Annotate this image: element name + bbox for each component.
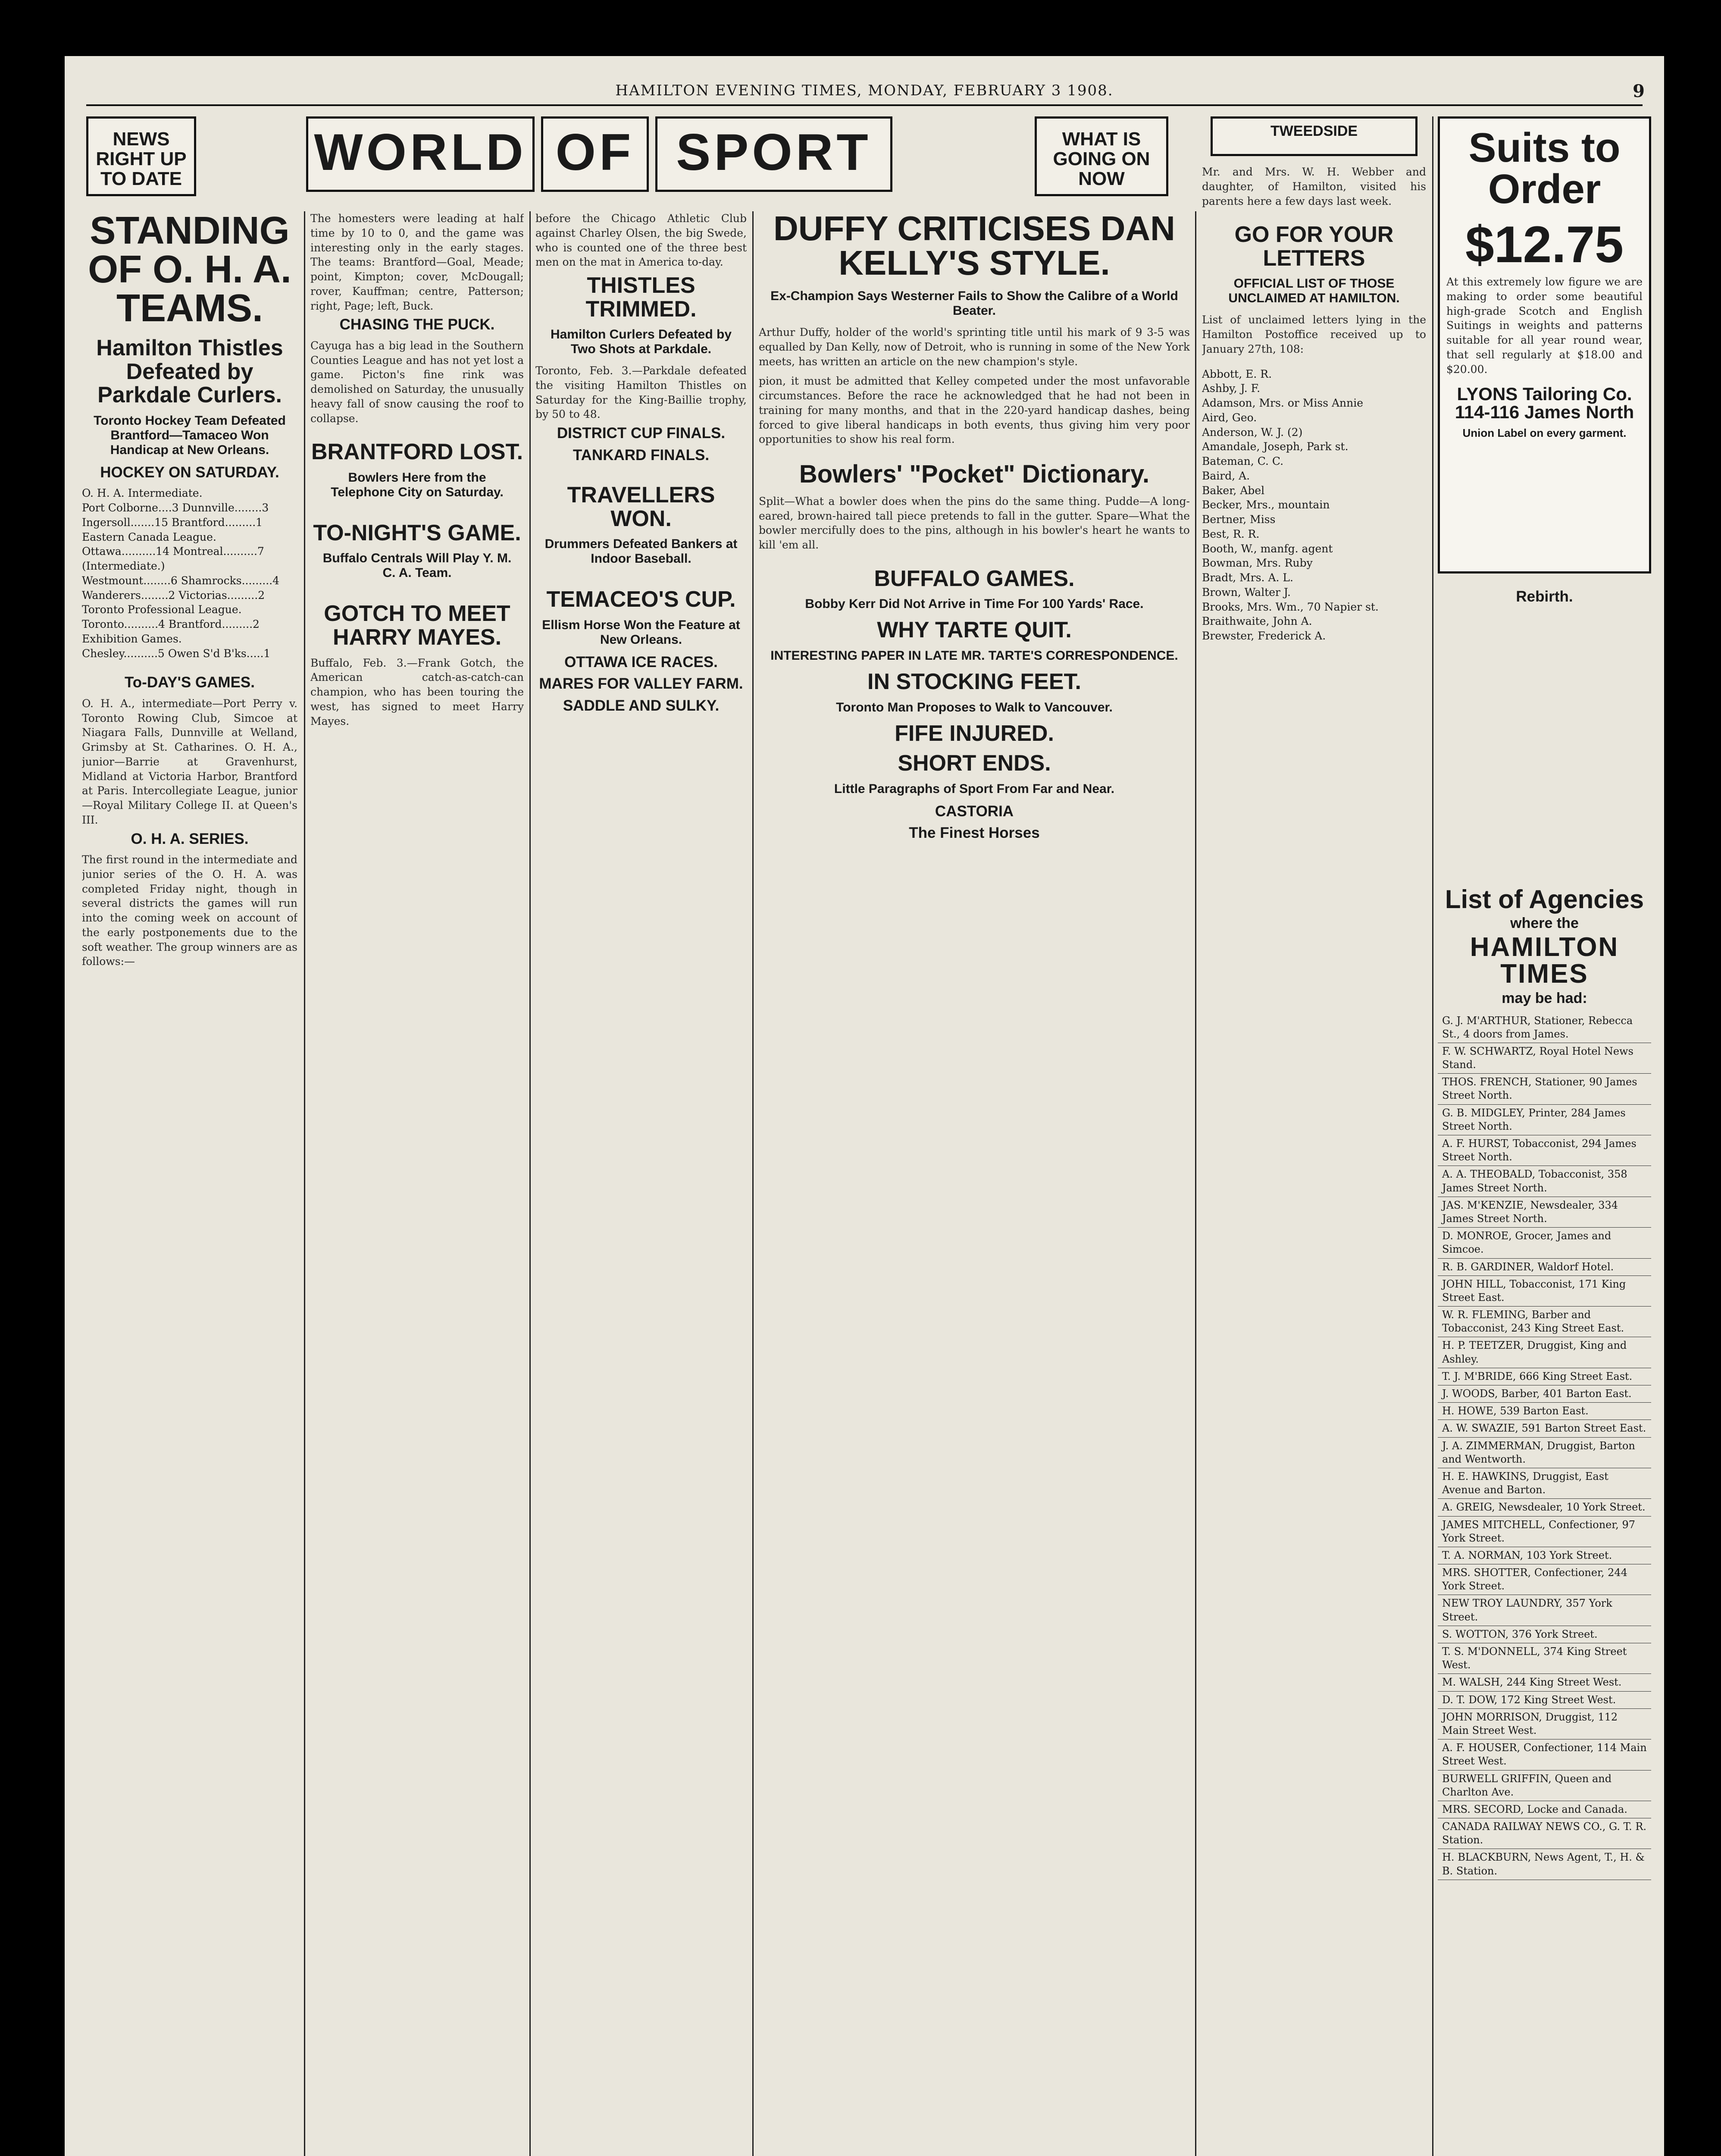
agency-item: T. A. NORMAN, 103 York Street.: [1438, 1547, 1651, 1564]
column-divider: [304, 211, 305, 2156]
agency-item: JAMES MITCHELL, Confectioner, 97 York Street.: [1438, 1517, 1651, 1547]
lyons-tailoring-ad: [1438, 116, 1651, 573]
letters-headline: GO FOR YOUR LETTERS: [1234, 222, 1394, 271]
union-label: Union Label on every garment.: [1462, 426, 1627, 440]
thistles-defeated-subhead: Hamilton Thistles Defeated by Parkdale Curlers.: [96, 335, 283, 408]
agency-item: S. WOTTON, 376 York Street.: [1438, 1626, 1651, 1643]
why-tarte-quit-headline: WHY TARTE QUIT.: [877, 617, 1072, 643]
agency-item: D. MONROE, Grocer, James and Simcoe.: [1438, 1228, 1651, 1258]
bowlers-dictionary-text: Split—What a bowler does when the pins do the same thing. Pudde—A long-eared, brown-haired tall piece pretends to fall in the gutter. Spare—What the bowler mercifully does to the pins, although in his bowler's heart he wants to kill 'em all.: [759, 495, 1190, 552]
agency-where: where the: [1510, 915, 1579, 931]
masthead-word-sport: SPORT: [655, 116, 892, 192]
agency-item: A. A. THEOBALD, Tobacconist, 358 James Street North.: [1438, 1166, 1651, 1197]
travellers-won-deck: Drummers Defeated Bankers at Indoor Baseball.: [544, 537, 738, 566]
oha-series-heading: O. H. A. SERIES.: [131, 830, 249, 847]
folio-line: HAMILTON EVENING TIMES, MONDAY, FEBRUARY 3 1908.: [615, 82, 1114, 99]
duffy-deck: Ex-Champion Says Westerner Fails to Show the Calibre of a World Beater.: [770, 289, 1178, 318]
buffalo-games-headline: BUFFALO GAMES.: [874, 566, 1075, 591]
tweedside-text: Mr. and Mrs. W. H. Webber and daughter, of Hamilton, visited his parents here a few days last week.: [1202, 166, 1426, 207]
stocking-feet-headline: IN STOCKING FEET.: [867, 669, 1081, 695]
kelley-text: pion, it must be admitted that Kelley competed under the most unfavorable circumstances. Before the race he acknowledged that he had not been in training for many months, and that in the 220-yard handicap dashes, being forced to give liberal handicaps in both events, thus giving him very poor opportunities to show his real form.: [759, 375, 1190, 446]
news-up-to-date-box: NEWS RIGHT UP TO DATE: [86, 116, 196, 196]
temaceo-deck: Ellism Horse Won the Feature at New Orleans.: [542, 617, 740, 647]
agency-may-be-had: may be had:: [1502, 990, 1587, 1006]
castoria-ad: CASTORIA: [935, 802, 1014, 820]
agency-item: H. P. TEETZER, Druggist, King and Ashley.: [1438, 1337, 1651, 1368]
agency-item: J. A. ZIMMERMAN, Druggist, Barton and Wentworth.: [1438, 1438, 1651, 1468]
bowlers-dictionary-headline: Bowlers' "Pocket" Dictionary.: [799, 460, 1150, 488]
agency-item: A. W. SWAZIE, 591 Barton Street East.: [1438, 1420, 1651, 1437]
what-is-going-on-box: WHAT IS GOING ON NOW: [1035, 116, 1168, 196]
suit-ad-text: At this extremely low figure we are making to order some beautiful high-grade Scotch and English Suitings in weights and patterns suitable for all year round wear, that sell regularly at $18.00 and $20.00.: [1446, 276, 1643, 376]
agency-item: R. B. GARDINER, Waldorf Hotel.: [1438, 1259, 1651, 1276]
agency-list: [1438, 1012, 1651, 1880]
newspaper-page: [65, 56, 1664, 2156]
todays-games-text: O. H. A., intermediate—Port Perry v. Toronto Rowing Club, Simcoe at Niagara Falls, Dunnville at Welland, Grimsby at St. Catharines. O. H. A., junior—Barrie at Gravenhurst, Midland at Victoria Harbor, Brantford at Paris. Intercollegiate League, junior—Royal Military College II. at Queen's III.: [82, 697, 297, 826]
agency-paper-name: HAMILTON TIMES: [1470, 932, 1619, 989]
agency-item: THOS. FRENCH, Stationer, 90 James Street North.: [1438, 1074, 1651, 1104]
thistles-trimmed-headline: THISTLES TRIMMED.: [585, 273, 697, 322]
agency-item: J. WOODS, Barber, 401 Barton East.: [1438, 1385, 1651, 1403]
hockey-results: O. H. A. Intermediate. Port Colborne....3 Dunnville........3 Ingersoll.......15 Brantford.........1 Eastern Canada League. Ottawa..........14 Montreal..........7 (Intermediate.) Westmount........6 Shamrocks.........4 Wanderers........2 Victorias.........2 Toronto Professional League. Toronto..........4 Brantford.........2 Exhibition Games. Chesley..........5 Owen S'd B'ks.....1: [82, 487, 280, 660]
agency-item: D. T. DOW, 172 King Street West.: [1438, 1692, 1651, 1709]
gotch-text: Buffalo, Feb. 3.—Frank Gotch, the American catch-as-catch-can champion, who has been touring the west, has signed to meet Harry Mayes.: [310, 656, 524, 727]
column-1: [82, 211, 297, 2156]
column-divider: [1432, 116, 1433, 2156]
brantford-lost-headline: BRANTFORD LOST.: [311, 439, 523, 465]
agency-title: List of Agencies: [1445, 884, 1644, 914]
suit-price: $12.75: [1465, 216, 1624, 273]
tweedside-box: TWEEDSIDE: [1211, 116, 1417, 156]
letters-deck: OFFICIAL LIST OF THOSE UNCLAIMED AT HAMILTON.: [1228, 276, 1400, 306]
tonights-game-deck: Buffalo Centrals Will Play Y. M. C. A. Team.: [322, 551, 512, 580]
stocking-feet-deck: Toronto Man Proposes to Walk to Vancouver.: [836, 700, 1113, 714]
column-7: [1438, 116, 1651, 2156]
agency-item: F. W. SCHWARTZ, Royal Hotel News Stand.: [1438, 1043, 1651, 1074]
agency-item: JOHN HILL, Tobacconist, 171 King Street East.: [1438, 1276, 1651, 1307]
agency-item: JOHN MORRISON, Druggist, 112 Main Street West.: [1438, 1709, 1651, 1739]
column-divider: [529, 211, 531, 2156]
short-ends-deck: Little Paragraphs of Sport From Far and Near.: [834, 781, 1115, 796]
agency-item: T. J. M'BRIDE, 666 King Street East.: [1438, 1368, 1651, 1385]
hockey-on-saturday-heading: HOCKEY ON SATURDAY.: [100, 464, 279, 481]
top-rule: [86, 104, 1643, 106]
column-divider: [1195, 211, 1196, 2156]
rebirth-title: Rebirth.: [1516, 588, 1573, 605]
agency-item: H. HOWE, 539 Barton East.: [1438, 1403, 1651, 1420]
todays-games-heading: To-DAY'S GAMES.: [125, 674, 255, 691]
letters-names: Abbott, E. R. Ashby, J. F. Adamson, Mrs. or Miss Annie Aird, Geo. Anderson, W. J. (2) Amandale, Joseph, Park st. Bateman, C. C. Baird, A. Baker, Abel Becker, Mrs., mountain Bertner, Miss Best, R. R. Booth, W., manfg. agent Bowman, Mrs. Ruby Bradt, Mrs. A. L. Brown, Walter J. Brooks, Mrs. Wm., 70 Napier st. Braithwaite, John A. Brewster, Frederick A.: [1202, 367, 1379, 642]
brantford-game-text: The homesters were leading at half time by 10 to 0, and the game was interesting only in the early stages. The teams: Brantford—Goal, Meade; point, Kimpton; cover, McDougall; rover, Kauffman; centre, Patterson; right, Page; left, Buck.: [310, 212, 524, 312]
hockey-deck: Toronto Hockey Team Defeated Brantford—Tamaceo Won Handicap at New Orleans.: [94, 413, 286, 457]
agency-item: T. S. M'DONNELL, 374 King Street West.: [1438, 1643, 1651, 1674]
gotch-headline: GOTCH TO MEET HARRY MAYES.: [324, 601, 510, 650]
temaceo-headline: TEMACEO'S CUP.: [546, 587, 736, 612]
thistles-trimmed-deck: Hamilton Curlers Defeated by Two Shots at Parkdale.: [550, 327, 732, 357]
thistles-trimmed-text: Toronto, Feb. 3.—Parkdale defeated the visiting Hamilton Thistles on Saturday for the King-Baillie trophy, by 50 to 48.: [535, 364, 747, 421]
mares-heading: MARES FOR VALLEY FARM.: [539, 675, 743, 693]
agency-item: H. BLACKBURN, News Agent, T., H. & B. Station.: [1438, 1849, 1651, 1880]
agency-item: NEW TROY LAUNDRY, 357 York Street.: [1438, 1595, 1651, 1626]
duffy-headline: DUFFY CRITICISES DAN KELLY'S STYLE.: [773, 211, 1175, 282]
oha-standing-headline: STANDING OF O. H. A. TEAMS.: [88, 211, 291, 330]
buffalo-games-deck: Bobby Kerr Did Not Arrive in Time For 100 Yards' Race.: [805, 597, 1144, 611]
travellers-won-headline: TRAVELLERS WON.: [567, 483, 715, 531]
saddle-sulky-heading: SADDLE AND SULKY.: [563, 697, 720, 714]
agency-item: G. J. M'ARTHUR, Stationer, Rebecca St., 4 doors from James.: [1438, 1012, 1651, 1043]
chasing-the-puck-text: Cayuga has a big lead in the Southern Counties League and has not yet lost a game. Picton's fine rink was demolished on Saturday, the unusually heavy fall of snow causing the roof to collapse.: [310, 339, 524, 425]
agency-item: CANADA RAILWAY NEWS CO., G. T. R. Station.: [1438, 1818, 1651, 1849]
chasing-the-puck-heading: CHASING THE PUCK.: [339, 316, 495, 333]
brantford-lost-deck: Bowlers Here from the Telephone City on Saturday.: [331, 470, 504, 499]
agency-item: W. R. FLEMING, Barber and Tobacconist, 243 King Street East.: [1438, 1307, 1651, 1337]
why-tarte-quit-deck: INTERESTING PAPER IN LATE MR. TARTE'S CORRESPONDENCE.: [770, 649, 1178, 663]
ottawa-ice-races-heading: OTTAWA ICE RACES.: [564, 653, 718, 671]
olsen-text: before the Chicago Athletic Club against Charley Olsen, the big Swede, who is counted one of the three best men on the mat in America to-day.: [535, 212, 747, 269]
tonights-game-headline: TO-NIGHT'S GAME.: [313, 520, 521, 545]
fife-injured-headline: FIFE INJURED.: [895, 721, 1054, 746]
column-6: [1202, 116, 1426, 2156]
suits-to-order: Suits to Order: [1468, 125, 1621, 212]
agency-item: M. WALSH, 244 King Street West.: [1438, 1674, 1651, 1691]
column-4-5: [759, 211, 1190, 2156]
agency-item: A. F. HOUSER, Confectioner, 114 Main Street West.: [1438, 1739, 1651, 1770]
column-2: [310, 211, 524, 2156]
duffy-text: Arthur Duffy, holder of the world's sprinting title until his mark of 9 3-5 was equalled by Dan Kelly, now of Detroit, who is running in some of the New York meets, has written an article on the new champion's style.: [759, 326, 1190, 368]
agency-item: H. E. HAWKINS, Druggist, East Avenue and Barton.: [1438, 1468, 1651, 1499]
masthead-word-world: WORLD: [306, 116, 535, 192]
agency-item: BURWELL GRIFFIN, Queen and Charlton Ave.: [1438, 1771, 1651, 1801]
column-divider: [752, 211, 754, 2156]
tankard-finals-heading: TANKARD FINALS.: [573, 446, 710, 464]
masthead-word-of: OF: [541, 116, 649, 192]
lyons-name: LYONS Tailoring Co. 114-116 James North: [1455, 384, 1634, 423]
letters-intro: List of unclaimed letters lying in the Hamilton Postoffice received up to January 27th, 108:: [1202, 313, 1426, 355]
agency-item: A. F. HURST, Tobacconist, 294 James Street North.: [1438, 1135, 1651, 1166]
oha-series-text: The first round in the intermediate and junior series of the O. H. A. was completed Friday night, though in several districts the games will run into the coming week on account of the early postponements due to the soft weather. The group winners are as follows:—: [82, 853, 297, 968]
district-cup-heading: DISTRICT CUP FINALS.: [557, 425, 726, 442]
short-ends-headline: SHORT ENDS.: [898, 751, 1051, 776]
agency-item: MRS. SECORD, Locke and Canada.: [1438, 1801, 1651, 1818]
agency-item: A. GREIG, Newsdealer, 10 York Street.: [1438, 1499, 1651, 1516]
column-3: [535, 211, 747, 2156]
page-number: 9: [1633, 81, 1645, 101]
agency-item: MRS. SHOTTER, Confectioner, 244 York Street.: [1438, 1564, 1651, 1595]
agency-item: G. B. MIDGLEY, Printer, 284 James Street North.: [1438, 1105, 1651, 1135]
agency-item: JAS. M'KENZIE, Newsdealer, 334 James Street North.: [1438, 1197, 1651, 1228]
finest-horses-heading: The Finest Horses: [909, 824, 1040, 842]
masthead: [86, 116, 1211, 194]
